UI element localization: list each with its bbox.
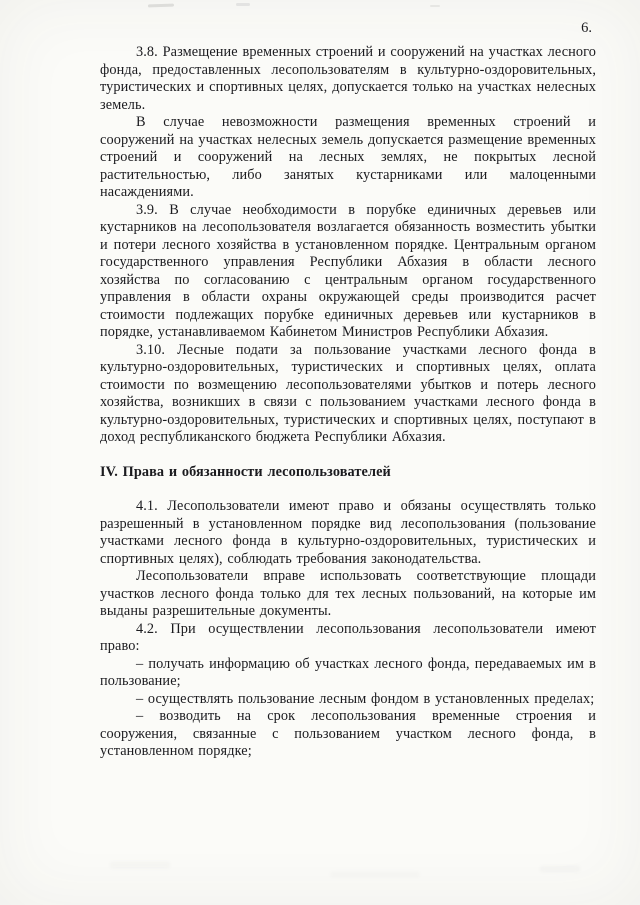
paragraph: 3.8. Размещение временных строений и сооружений на участках лесного фонда, предоставленных лесопользователям в культурно-оздоровительных, туристических и спортивных целях, допускается только на участках нелесных земель. [100,44,596,113]
list-item: – осуществлять пользование лесным фондом в установленных пределах; [136,690,595,707]
scan-artifact [236,3,250,6]
paragraph: 4.2. При осуществлении лесопользования лесопользователи имеют право: [100,620,596,654]
document-content [100,20,596,761]
list-item: – возводить на срок лесопользования временные строения и сооружения, связанные с пользованием участком лесного фонда, в установленном порядке; [100,708,596,759]
paragraph: 3.9. В случае необходимости в порубке единичных деревьев или кустарников на лесопользователя возлагается обязанность возместить убытки и потери лесного хозяйства в установленном порядке. Центральным органом государственного управления Республики Абхазия в области лесного хозяйства по согласованию с центральным органом государственного управления в области охраны окружающей среды производится расчет стоимости подлежащих порубке единичных деревьев или кустарников в порядке, устанавливаемом Кабинетом Министров Республики Абхазия. [100,201,596,340]
scan-artifact [540,866,580,872]
page-number: 6. [581,20,592,36]
list-item: – получать информацию об участках лесного фонда, передаваемых им в пользование; [100,655,596,689]
section-heading: IV. Права и обязанности лесопользователей [100,463,391,480]
paragraph: Лесопользователи вправе использовать соответствующие площади участков лесного фонда только для тех лесных пользований, на которые им выданы разрешительные документы. [100,568,596,619]
scan-artifact [110,862,170,868]
paragraph: 4.1. Лесопользователи имеют право и обязаны осуществлять только разрешенный в установленном порядке вид лесопользования (пользование участками лесного фонда в культурно-оздоровительных, туристических и спортивных целях), соблюдать требования законодательства. [100,498,596,567]
scan-artifact [430,5,440,7]
paragraph: 3.10. Лесные подати за пользование участками лесного фонда в культурно-оздоровительных, туристических и спортивных целях, оплата стоимости по возмещению лесопользователями убытков и потерь лесного хозяйства, возникших в связи с пользованием участками лесного фонда в культурно-оздоровительных, туристических и спортивных целях, поступают в доход республиканского бюджета Республики Абхазия. [100,341,596,445]
paragraph: В случае невозможности размещения временных строений и сооружений на участках нелесных земель допускается размещение временных строений и сооружений на лесных землях, не покрытых лесной растительностью, либо занятых кустарниками или малоценными насаждениями. [100,114,596,200]
scan-artifact [330,872,420,877]
scan-artifact [148,4,174,8]
